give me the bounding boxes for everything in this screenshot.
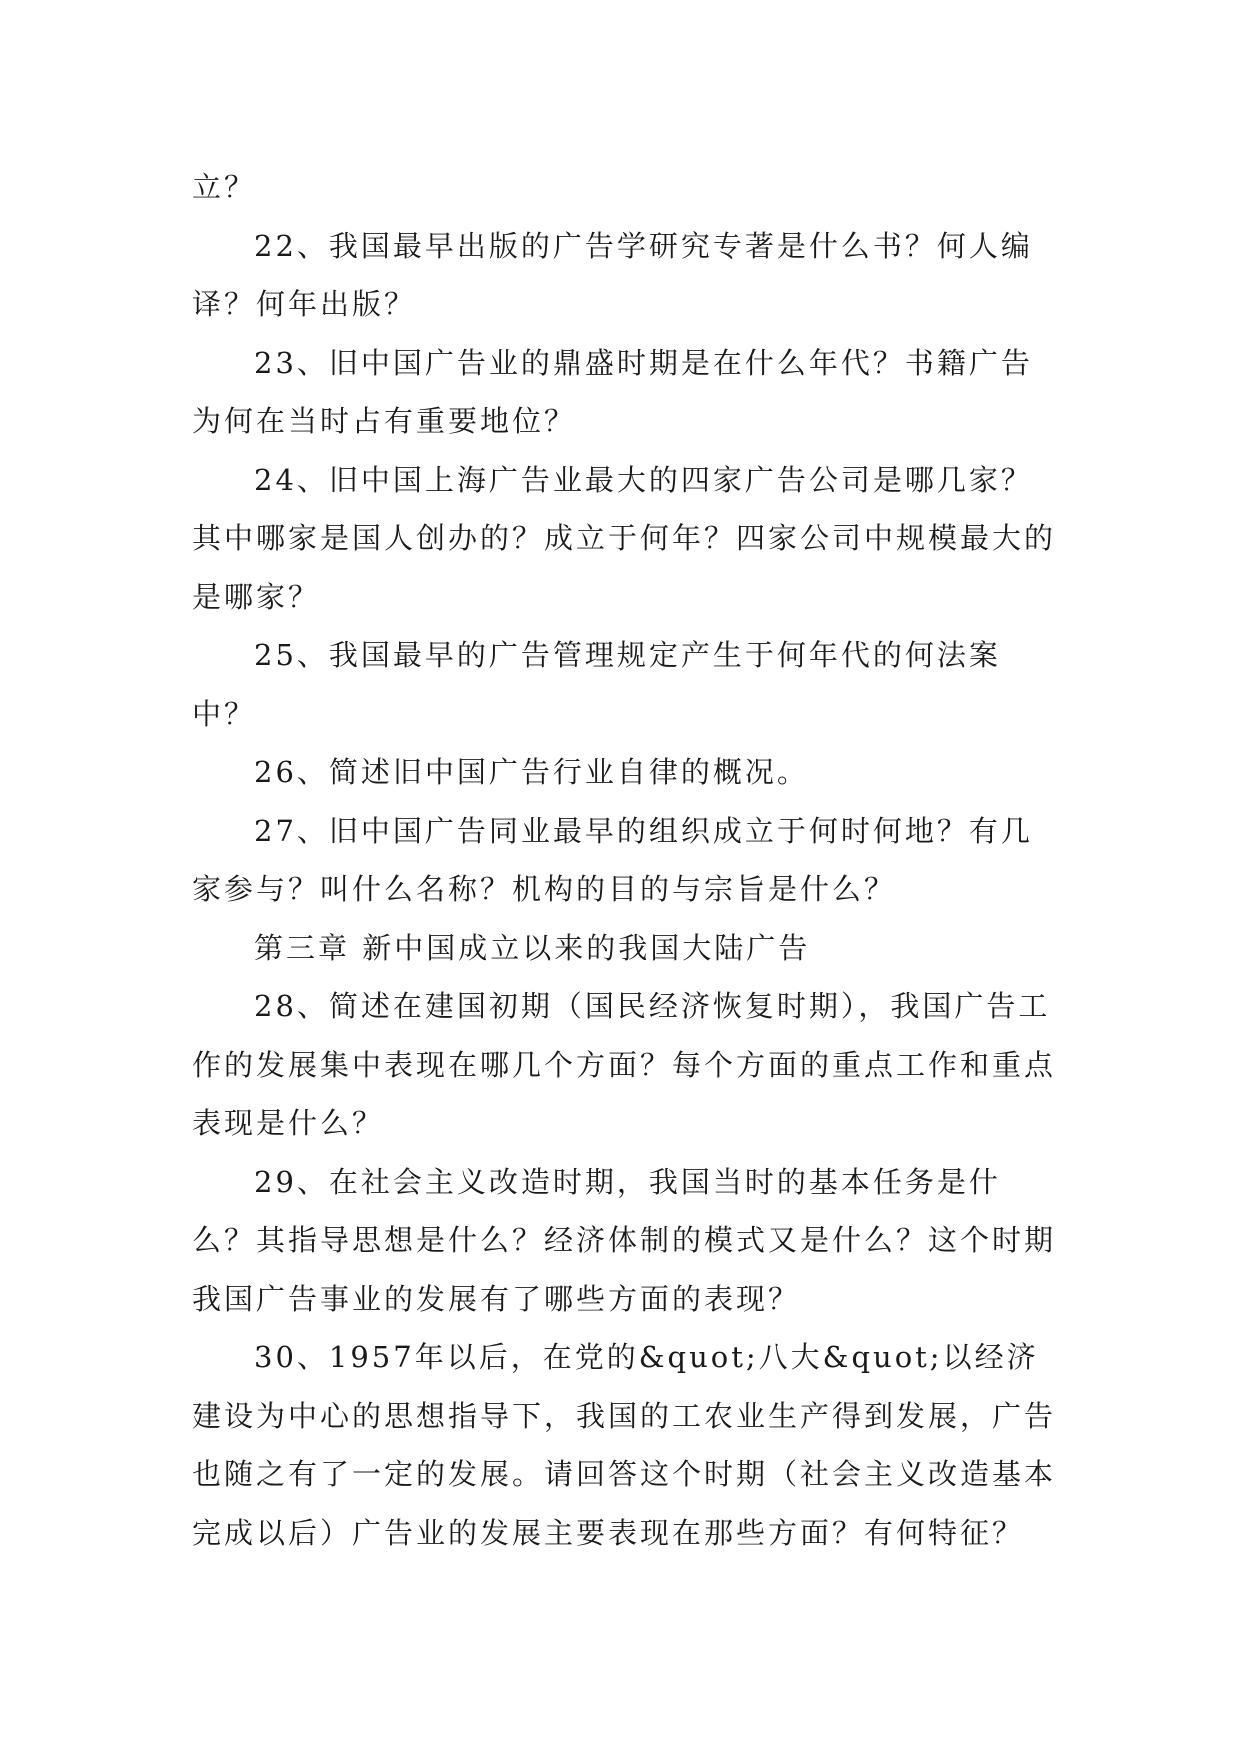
question-26: 26、简述旧中国广告行业自律的概况。: [254, 755, 809, 789]
question-24: 24、旧中国上海广告业最大的四家广告公司是哪几家？其中哪家是国人创办的？成立于何年？四家公司中规模最大的是哪家？: [192, 462, 1057, 614]
question-29: 29、在社会主义改造时期，我国当时的基本任务是什么？其指导思想是什么？经济体制的模式又是什么？这个时期我国广告事业的发展有了哪些方面的表现？: [192, 1164, 1057, 1316]
paragraph-continuation: 立？: [192, 170, 257, 204]
question-22: 22、我国最早出版的广告学研究专著是什么书？何人编译？何年出版？: [192, 228, 1033, 321]
question-25: 25、我国最早的广告管理规定产生于何年代的何法案中？: [192, 638, 1001, 731]
question-27: 27、旧中国广告同业最早的组织成立于何时何地？有几家参与？叫什么名称？机构的目的与宗旨是什么？: [192, 813, 1033, 906]
question-23: 23、旧中国广告业的鼎盛时期是在什么年代？书籍广告为何在当时占有重要地位？: [192, 345, 1033, 438]
question-28: 28、简述在建国初期（国民经济恢复时期），我国广告工作的发展集中表现在哪几个方面？每个方面的重点工作和重点表现是什么？: [192, 989, 1057, 1140]
chapter-heading: 第三章 新中国成立以来的我国大陆广告: [254, 930, 811, 965]
question-30: 30、1957年以后，在党的&quot;八大&quot;以经济建设为中心的思想指导下，我国的工农业生产得到发展，广告也随之有了一定的发展。请回答这个时期（社会主义改造基本完成以后）广告业的发展主要表现在那些方面？有何特征？: [192, 1340, 1057, 1550]
document-body: [192, 158, 1062, 1562]
